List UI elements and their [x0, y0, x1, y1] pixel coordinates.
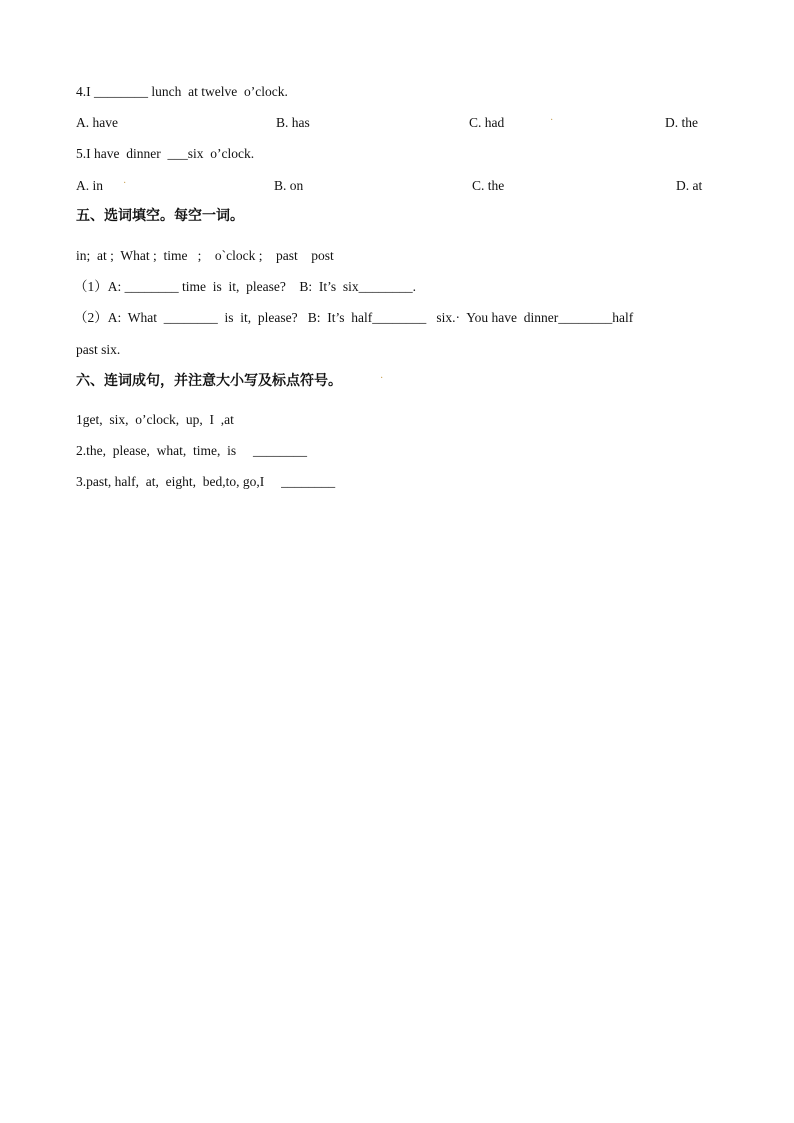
section-6-title: 六、连词成句，并注意大小写及标点符号。 [76, 373, 342, 389]
question-4-stem: 4.I ________ lunch at twelve o’clock. [76, 84, 288, 99]
section-5-item-1: （1）A: ________ time is it, please? B: It’s six________. [74, 279, 416, 294]
section-5-item-2-continued: past six. [76, 342, 121, 357]
section-6-item-2: 2.the, please, what, time, is ________ [76, 443, 307, 458]
question-5-option-d: D. at [676, 178, 703, 193]
decorative-dot: · [123, 178, 127, 189]
question-4-option-b: B. has [276, 115, 310, 130]
section-5-item-2: （2）A: What ________ is it, please? B: It’s half________ six.· You have dinner________half [74, 310, 634, 325]
question-5-option-a: A. in [76, 178, 103, 193]
question-4-option-c: C. had [469, 115, 505, 130]
question-5-option-b: B. on [274, 178, 304, 193]
section-5-title: 五、选词填空。每空一词。 [76, 208, 244, 224]
decorative-dot: · [550, 115, 554, 126]
section-6-item-1: 1get, six, o’clock, up, I ,at [76, 412, 234, 427]
question-4-option-a: A. have [76, 115, 118, 130]
question-5-stem: 5.I have dinner ___six o’clock. [76, 146, 255, 161]
question-5-option-c: C. the [472, 178, 505, 193]
section-6-item-3: 3.past, half, at, eight, bed,to, go,I ________ [76, 474, 336, 489]
question-4-option-d: D. the [665, 115, 698, 130]
decorative-dot: · [380, 373, 384, 384]
section-5-word-bank: in; at ; What ; time ; o`clock ; past post [76, 248, 334, 263]
